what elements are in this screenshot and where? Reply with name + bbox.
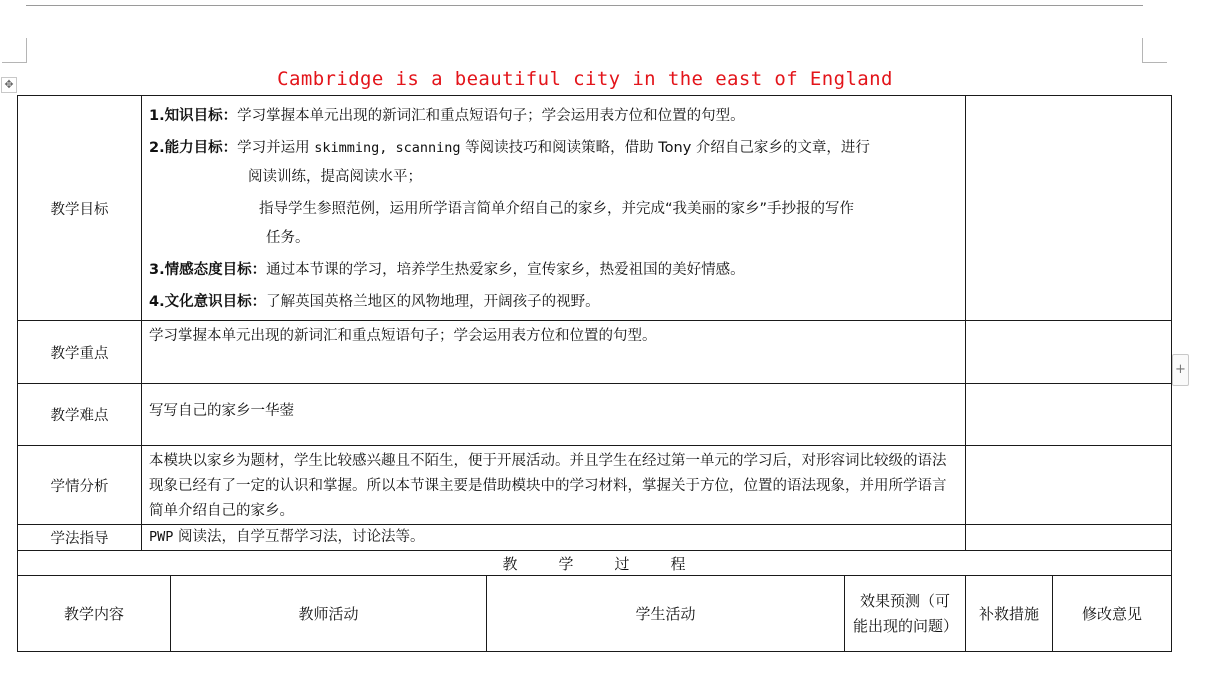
difficult-points-empty (966, 384, 1172, 446)
lesson-plan-table (17, 95, 1172, 652)
goal-ability-writing: 指导学生参照范例，运用所学语言简单介绍自己的家乡，并完成“我美丽的家乡”手抄报的写作 任务。 (259, 201, 855, 246)
difficult-points-text: 写写自己的家乡一华蓥 (142, 384, 966, 446)
add-plus-icon[interactable]: + (1172, 354, 1189, 386)
goal-knowledge: 1.知识目标：学习掌握本单元出现的新词汇和重点短语句子；学会运用表方位和位置的句型。 (149, 108, 745, 124)
objectives-content (142, 96, 966, 321)
objectives-label: 教学目标 (18, 96, 142, 321)
objectives-empty (966, 96, 1172, 321)
method-text: PWP 阅读法，自学互帮学习法，讨论法等。 (142, 525, 966, 551)
process-title-row (18, 551, 1172, 576)
method-empty (966, 525, 1172, 551)
goal-emotion: 3.情感态度目标：通过本节课的学习，培养学生热爱家乡，宣传家乡，热爱祖国的美好情感。 (149, 262, 745, 278)
key-points-row (18, 321, 1172, 384)
header-effect: 效果预测（可能出现的问题） (845, 576, 966, 652)
header-content: 教学内容 (18, 576, 171, 652)
process-header-row (18, 576, 1172, 652)
method-label: 学法指导 (18, 525, 142, 551)
key-points-empty (966, 321, 1172, 384)
key-points-text: 学习掌握本单元出现的新词汇和重点短语句子；学会运用表方位和位置的句型。 (142, 321, 966, 384)
page-top-rule (26, 5, 1143, 6)
analysis-row (18, 446, 1172, 525)
process-title: 教学过程 (18, 551, 1172, 576)
goal-culture: 4.文化意识目标：了解英国英格兰地区的风物地理，开阔孩子的视野。 (149, 294, 600, 310)
difficult-points-row (18, 384, 1172, 446)
goal-ability: 2.能力目标：学习并运用 skimming, scanning 等阅读技巧和阅读策略，借助 Tony 介绍自己家乡的文章，进行 阅读训练，提高阅读水平； (149, 140, 870, 185)
document-title: Cambridge is a beautiful city in the east of England (277, 68, 893, 90)
method-row (18, 525, 1172, 551)
analysis-label: 学情分析 (18, 446, 142, 525)
analysis-text: 本模块以家乡为题材，学生比较感兴趣且不陌生，便于开展活动。并且学生在经过第一单元的学习后，对形容词比较级的语法现象已经有了一定的认识和掌握。所以本节课主要是借助模块中的学习材料，掌握关于方位，位置的语法现象，并用所学语言简单介绍自己的家乡。 (142, 446, 966, 525)
header-revision: 修改意见 (1053, 576, 1172, 652)
difficult-points-label: 教学难点 (18, 384, 142, 446)
move-handle-icon[interactable]: ✥ (1, 77, 17, 93)
header-student: 学生活动 (487, 576, 845, 652)
key-points-label: 教学重点 (18, 321, 142, 384)
header-teacher: 教师活动 (171, 576, 487, 652)
objectives-row (18, 96, 1172, 321)
crop-mark-top-left (2, 38, 27, 63)
crop-mark-top-right (1142, 38, 1167, 63)
header-remedy: 补救措施 (966, 576, 1053, 652)
analysis-empty (966, 446, 1172, 525)
